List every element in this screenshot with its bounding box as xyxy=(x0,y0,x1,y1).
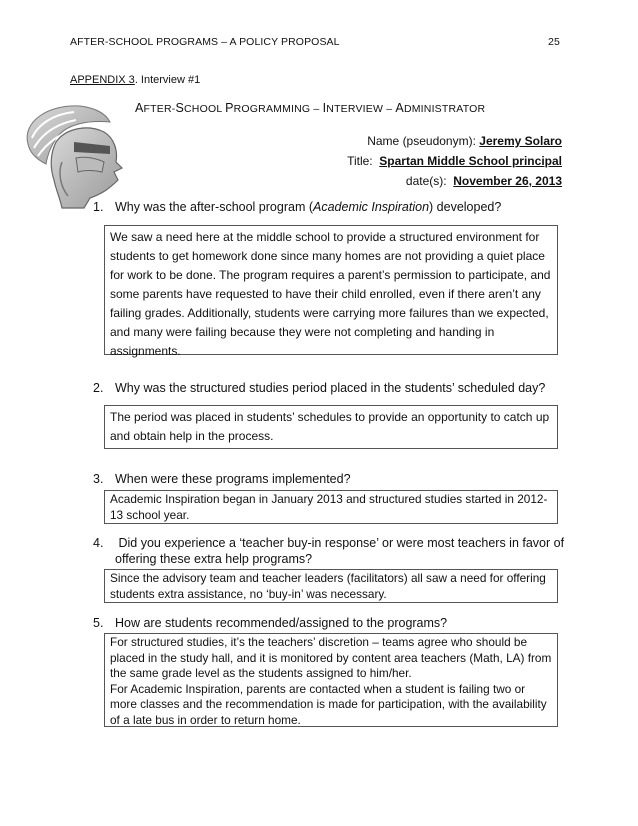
appendix-suffix: . Interview #1 xyxy=(134,74,201,86)
answer-4: Since the advisory team and teacher leaders (facilitators) all saw a need for offering students extra assistance, no ‘buy-in’ was necessary. xyxy=(104,569,558,603)
appendix-label xyxy=(70,74,200,86)
answer-1: We saw a need here at the middle school to provide a structured environment for students to get homework done since many homes are not providing a quiet place for work to be done. The program requires a parent’s permission to participate, and some parents have requested to have their child enrolled, even if there aren’t any failing grades. Additionally, students were carrying more failures than we expected, and many were failing because they were not completing and handing in assignments. xyxy=(104,225,558,355)
meta-title-line: Title: Spartan Middle School principal xyxy=(347,154,562,168)
document-title: AFTER-SCHOOL PROGRAMMING – INTERVIEW – ADMINISTRATOR xyxy=(135,101,486,115)
question-5: 5. How are students recommended/assigned to the programs? xyxy=(93,616,448,630)
spartan-helmet-icon xyxy=(18,102,148,210)
meta-name-value: Jeremy Solaro xyxy=(479,134,562,148)
question-4: 4. Did you experience a ‘teacher buy-in response’ or were most teachers in favor of xyxy=(93,536,565,550)
question-4-continued: offering these extra help programs? xyxy=(115,552,313,566)
question-2: 2. Why was the structured studies period placed in the students’ scheduled day? xyxy=(93,381,546,395)
answer-3: Academic Inspiration began in January 2013 and structured studies started in 2012-13 school year. xyxy=(104,490,558,524)
meta-date-line: date(s): November 26, 2013 xyxy=(405,174,562,188)
meta-name-line: Name (pseudonym): Jeremy Solaro xyxy=(367,134,562,148)
meta-date-value: November 26, 2013 xyxy=(453,174,562,188)
running-header: AFTER-SCHOOL PROGRAMS – A POLICY PROPOSAL xyxy=(70,36,340,48)
appendix-link-text: APPENDIX 3 xyxy=(70,74,135,86)
answer-2: The period was placed in students’ schedules to provide an opportunity to catch up and obtain help in the process. xyxy=(104,405,558,449)
meta-title-value: Spartan Middle School principal xyxy=(379,154,562,168)
page-number: 25 xyxy=(548,36,560,48)
question-3: 3. When were these programs implemented? xyxy=(93,472,351,486)
answer-5: For structured studies, it’s the teachers’ discretion – teams agree who should be placed in the study hall, and it is monitored by content area teachers (Math, LA) from the same grade level as the students assigned to him/her. For Academic Inspiration, parents are contacted when a student is failing two or more classes and the recommendation is made for participation, with the availability of a late bus in order to return home. xyxy=(104,633,558,727)
question-1: 1. Why was the after-school program (Academic Inspiration) developed? xyxy=(93,200,502,214)
